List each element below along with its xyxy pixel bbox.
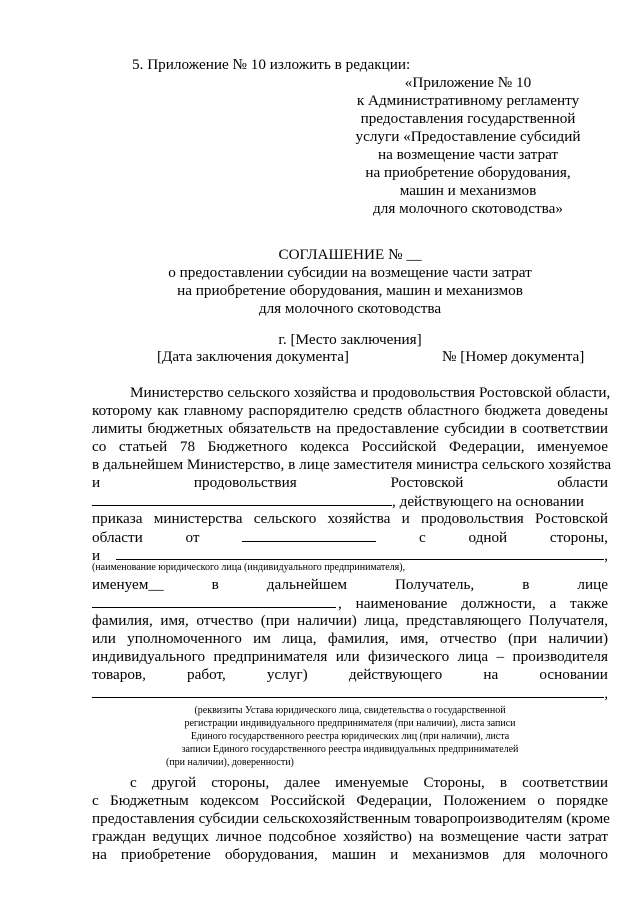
body-line: индивидуального предпринимателя или физического лица – производителя: [92, 648, 608, 665]
fill-blank[interactable]: [116, 546, 604, 560]
body-line: приказа министерства сельского хозяйства и продовольствия Ростовской: [92, 510, 608, 527]
word: стороны,: [549, 529, 608, 546]
body-line: предоставления субсидии сельскохозяйственным товаропроизводителям (кроме: [92, 810, 610, 827]
position-text: , наименование должности, а также: [338, 595, 608, 612]
agreement-subtitle-line: о предоставлении субсидии на возмещение части затрат: [168, 264, 532, 281]
word: Получатель,: [394, 576, 475, 593]
appendix-header-line: на приобретение оборудования,: [365, 164, 571, 181]
fill-blank[interactable]: [242, 528, 376, 542]
requisites-note-line: (реквизиты Устава юридического лица, свидетельства о государственной: [194, 705, 506, 716]
body-line: в дальнейшем Министерство, в лице заместителя министра сельского хозяйства: [92, 456, 612, 473]
body-line-justified: [92, 474, 608, 492]
body-line: со статьей 78 Бюджетного кодекса Российской Федерации, именуемое: [92, 438, 608, 455]
word: услуг): [266, 666, 308, 683]
body-line: Министерство сельского хозяйства и продовольствия Ростовской области,: [130, 384, 611, 401]
requisites-line: [92, 684, 608, 703]
word: ,: [604, 685, 608, 702]
word: дальнейшем: [266, 576, 347, 593]
word: Ростовской: [390, 474, 464, 491]
body-line-justified: [92, 576, 608, 594]
requisites-note-line: регистрации индивидуального предпринимателя (при наличии), листа записи: [184, 718, 516, 729]
word: в: [211, 576, 219, 593]
word: товаров,: [92, 666, 146, 683]
appendix-header-line: услуги «Предоставление субсидий: [355, 128, 581, 145]
amendment-intro: 5. Приложение № 10 изложить в редакции:: [132, 56, 411, 73]
body-line: на приобретение оборудования, машин и механизмов для молочного: [92, 846, 608, 863]
requisites-note-line: записи Единого государственного реестра индивидуальных предпринимателей: [181, 744, 519, 755]
recipient-name-note: (наименование юридического лица (индивидуального предпринимателя),: [92, 562, 406, 573]
fill-blank[interactable]: [92, 684, 604, 698]
word: и: [92, 474, 101, 491]
document-date: [Дата заключения документа]: [157, 348, 349, 365]
body-line: фамилия, имя, отчество (при наличии) лица, представляющего Получателя,: [92, 612, 608, 629]
order-date-line: [92, 528, 608, 547]
requisites-note-line: (при наличии), доверенности): [166, 757, 294, 768]
word: именуем__: [92, 576, 164, 593]
word: одной: [468, 529, 508, 546]
appendix-header-line: предоставления государственной: [360, 110, 576, 127]
word: на: [483, 666, 499, 683]
word: основании: [539, 666, 608, 683]
word: работ,: [187, 666, 226, 683]
place-of-signing: г. [Место заключения]: [278, 331, 422, 348]
agreement-subtitle-line: для молочного скотоводства: [258, 300, 442, 317]
appendix-header-line: машин и механизмов: [399, 182, 537, 199]
body-line: лимиты бюджетных обязательств на предоставление субсидии в соответствии: [92, 420, 608, 437]
fill-blank[interactable]: [92, 594, 336, 608]
body-line: с Бюджетным кодексом Российской Федерации, Положением о порядке: [92, 792, 608, 809]
requisites-note-line: Единого государственного реестра юридических лиц (при наличии), листа: [190, 731, 510, 742]
word: продовольствия: [193, 474, 297, 491]
word: действующего: [348, 666, 443, 683]
body-line: граждан ведущих личное подсобное хозяйство) на возмещение части затрат: [92, 828, 608, 845]
appendix-header-line: для молочного скотоводства»: [373, 200, 563, 217]
word: от: [185, 529, 200, 546]
appendix-header-line: к Административному регламенту: [356, 92, 580, 109]
body-line: с другой стороны, далее именуемые Стороны, в соответствии: [130, 774, 608, 791]
word: лице: [577, 576, 608, 593]
body-line: которому как главному распорядителю средств областного бюджета доведены: [92, 402, 608, 419]
agreement-subtitle-line: на приобретение оборудования, машин и механизмов: [177, 282, 523, 299]
acting-basis-text: , действующего на основании: [392, 493, 585, 510]
document-number: № [Номер документа]: [442, 348, 585, 365]
appendix-header-line: «Приложение № 10: [404, 74, 532, 91]
agreement-title: СОГЛАШЕНИЕ № __: [278, 246, 422, 263]
word: в: [522, 576, 530, 593]
word: области: [92, 529, 143, 546]
body-line: или уполномоченного им лица, фамилия, имя, отчество (при наличии): [92, 630, 608, 647]
deputy-name-line: [92, 492, 584, 511]
word: с: [418, 529, 426, 546]
body-line-justified: [92, 666, 608, 684]
appendix-header-line: на возмещение части затрат: [377, 146, 559, 163]
word: области: [557, 474, 608, 491]
word: ,: [604, 547, 608, 564]
word: и: [92, 547, 101, 564]
position-line: [92, 594, 608, 613]
fill-blank[interactable]: [92, 492, 392, 506]
